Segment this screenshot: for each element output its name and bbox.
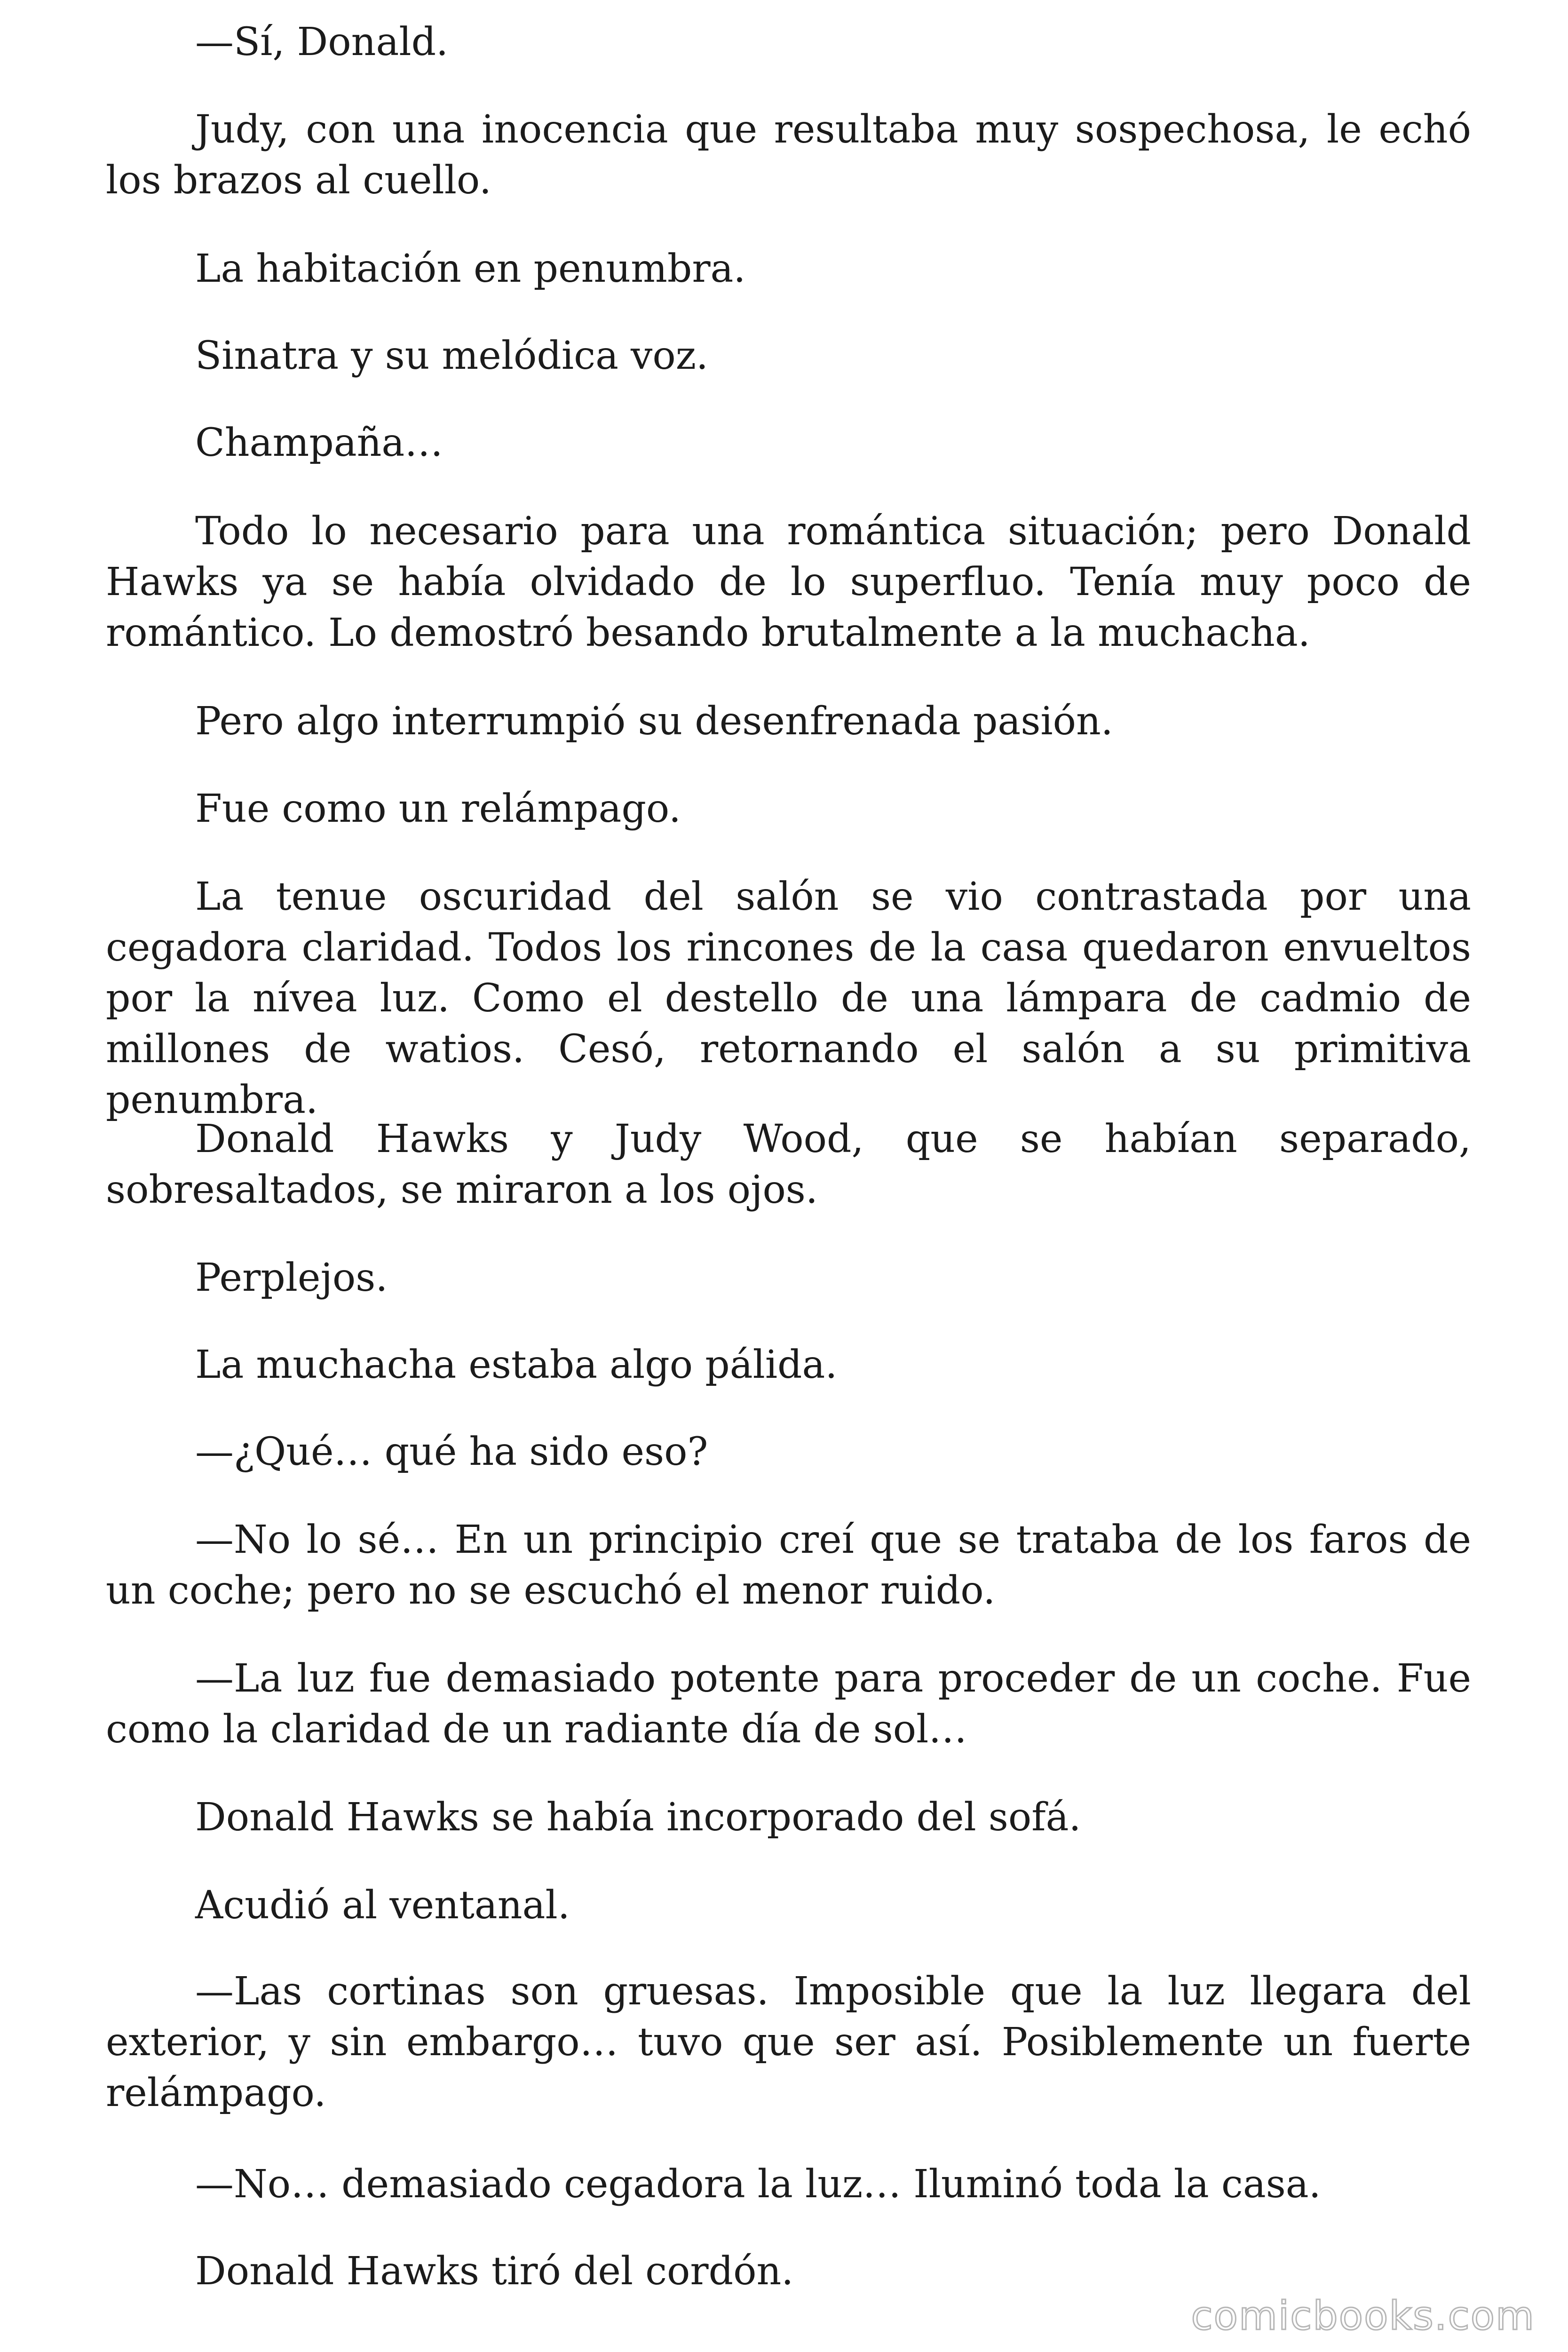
paragraph: Pero algo interrumpió su desenfrenada pasión. [195, 699, 1113, 744]
paragraph: Judy, con una inocencia que resultaba muy sospechosa, le echó los brazos al cuello. [106, 107, 1471, 203]
paragraph: Todo lo necesario para una romántica situación; pero Donald Hawks ya se había olvidado de lo superfluo. Tenía muy poco de romántico. Lo demostró besando brutalmente a la muchacha. [106, 509, 1471, 655]
watermark: comicbooks.com [1191, 2293, 1535, 2339]
paragraph: Acudió al ventanal. [195, 1883, 570, 1928]
paragraph: La muchacha estaba algo pálida. [195, 1343, 838, 1387]
paragraph: Sinatra y su melódica voz. [195, 334, 708, 378]
paragraph: —La luz fue demasiado potente para proceder de un coche. Fue como la claridad de un radiante día de sol… [106, 1656, 1471, 1752]
paragraph: —Sí, Donald. [195, 20, 449, 64]
paragraph: —¿Qué… qué ha sido eso? [195, 1430, 708, 1474]
paragraph: Donald Hawks se había incorporado del sofá. [195, 1795, 1081, 1840]
paragraph: —No… demasiado cegadora la luz… Iluminó toda la casa. [195, 2162, 1321, 2207]
paragraph: La tenue oscuridad del salón se vio contrastada por una cegadora claridad. Todos los rincones de la casa quedaron envueltos por la nívea luz. Como el destello de una lámpara de cadmio de millones de watios. Cesó, retornando el salón a su primitiva penumbra. [106, 874, 1471, 1122]
paragraph: Perplejos. [195, 1255, 388, 1300]
paragraph: —Las cortinas son gruesas. Imposible que la luz llegara del exterior, y sin embargo… tuvo que ser así. Posiblemente un fuerte relámpago. [106, 1969, 1471, 2115]
paragraph: La habitación en penumbra. [195, 246, 746, 291]
paragraph: Champaña… [195, 421, 443, 465]
paragraph: Donald Hawks tiró del cordón. [195, 2249, 794, 2294]
paragraph: —No lo sé… En un principio creí que se trataba de los faros de un coche; pero no se escuchó el menor ruido. [106, 1518, 1471, 1613]
paragraph: Donald Hawks y Judy Wood, que se habían separado, sobresaltados, se miraron a los ojos. [106, 1117, 1471, 1212]
paragraph: Fue como un relámpago. [195, 787, 681, 831]
